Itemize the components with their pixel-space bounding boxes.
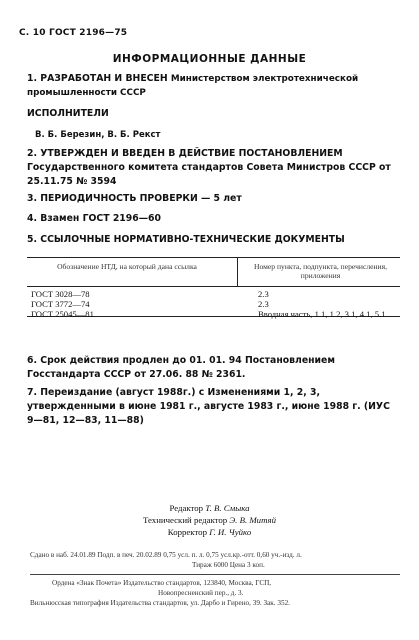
performers-names: В. Б. Березин, В. Б. Рекст bbox=[35, 130, 161, 140]
corrector-label: Корректор bbox=[167, 527, 207, 537]
tech-editor-line bbox=[0, 515, 419, 525]
item-number: 4. bbox=[27, 213, 38, 224]
table-cell-std: ГОСТ 25045—81 bbox=[31, 309, 94, 319]
table-divider bbox=[237, 258, 238, 286]
item-number: 6. bbox=[27, 355, 38, 366]
table-header-ntd: Обозначение НТД, на который дана ссылка bbox=[57, 262, 197, 271]
corrector-line bbox=[0, 527, 419, 537]
table-header-rule bbox=[27, 286, 400, 287]
item-6 bbox=[27, 354, 399, 382]
item-text: Переиздание (август 1988г.) с Изменениями 1, 2, 3, утвержденными в июне 1981 г., августе 1983 г., июне 1988 г. (ИУС 9—81, 12—83, 11—88) bbox=[27, 387, 390, 426]
imprint-print-details: Сдано в наб. 24.01.89 Подп. в печ. 20.02.89 0,75 усл. п. л. 0,75 усл.кр.-отт. 0,60 уч.-изд. л. bbox=[30, 551, 302, 559]
tech-editor-label: Технический редактор bbox=[142, 515, 228, 525]
imprint-address: Новопресненский пер., д. 3. bbox=[158, 589, 244, 597]
page-header: С. 10 ГОСТ 2196—75 bbox=[19, 28, 128, 38]
item-text: УТВЕРЖДЕН И ВВЕДЕН В ДЕЙСТВИЕ ПОСТАНОВЛЕНИЕМ Государственного комитета стандартов Совета Министров СССР от 25.11.75 № 3594 bbox=[27, 148, 391, 187]
item-lead: РАЗРАБОТАН И ВНЕСЕН bbox=[40, 73, 168, 84]
reference-table bbox=[27, 257, 400, 317]
item-number: 2. bbox=[27, 148, 38, 159]
item-text: ССЫЛОЧНЫЕ НОРМАТИВНО-ТЕХНИЧЕСКИЕ ДОКУМЕНТЫ bbox=[40, 234, 345, 245]
item-text: Взамен ГОСТ 2196—60 bbox=[40, 213, 161, 224]
table-cell-ref: Вводная часть, 1.1, 1.2, 3.1, 4.1, 5.1 bbox=[258, 309, 386, 319]
item-5 bbox=[27, 233, 399, 247]
item-text: Срок действия продлен до 01. 01. 94 Постановлением Госстандарта СССР от 27.06. 88 № 2361. bbox=[27, 355, 335, 380]
item-text: ПЕРИОДИЧНОСТЬ ПРОВЕРКИ — 5 лет bbox=[40, 193, 242, 204]
table-header-clause: Номер пункта, подпункта, перечисления, приложения bbox=[253, 262, 388, 280]
imprint-printer: Вильнюсская типография Издательства стандартов, ул. Дарбо и Гирено, 39. Зак. 352. bbox=[30, 599, 290, 607]
item-number: 3. bbox=[27, 193, 38, 204]
item-number: 7. bbox=[27, 387, 38, 398]
item-text: Министерством электротехнической промышленности СССР bbox=[27, 74, 359, 98]
item-number: 5. bbox=[27, 234, 38, 245]
item-7 bbox=[27, 386, 399, 428]
editor-label: Редактор bbox=[169, 503, 204, 513]
performers-heading: ИСПОЛНИТЕЛИ bbox=[27, 108, 109, 119]
item-1 bbox=[27, 72, 399, 100]
page-title: ИНФОРМАЦИОННЫЕ ДАННЫЕ bbox=[112, 53, 307, 65]
imprint-publisher: Ордена «Знак Почета» Издательство стандартов, 123840, Москва, ГСП, bbox=[52, 579, 272, 587]
table-cell-ref: 2.3 bbox=[258, 289, 269, 299]
item-3 bbox=[27, 192, 399, 206]
table-cell-std: ГОСТ 3772—74 bbox=[31, 299, 90, 309]
editor-name: Т. В. Смыка bbox=[205, 503, 250, 513]
item-number: 1. bbox=[27, 73, 38, 84]
editor-line bbox=[0, 503, 419, 513]
tech-editor-name: Э. В. Митяй bbox=[229, 515, 277, 525]
table-cell-ref: 2.3 bbox=[258, 299, 269, 309]
item-4 bbox=[27, 212, 399, 226]
item-2 bbox=[27, 147, 399, 189]
imprint-rule bbox=[30, 574, 400, 575]
table-cell-std: ГОСТ 3028—78 bbox=[31, 289, 90, 299]
imprint-run: Тираж 6000 Цена 3 коп. bbox=[192, 561, 265, 569]
corrector-name: Г. И. Чуйко bbox=[209, 527, 252, 537]
